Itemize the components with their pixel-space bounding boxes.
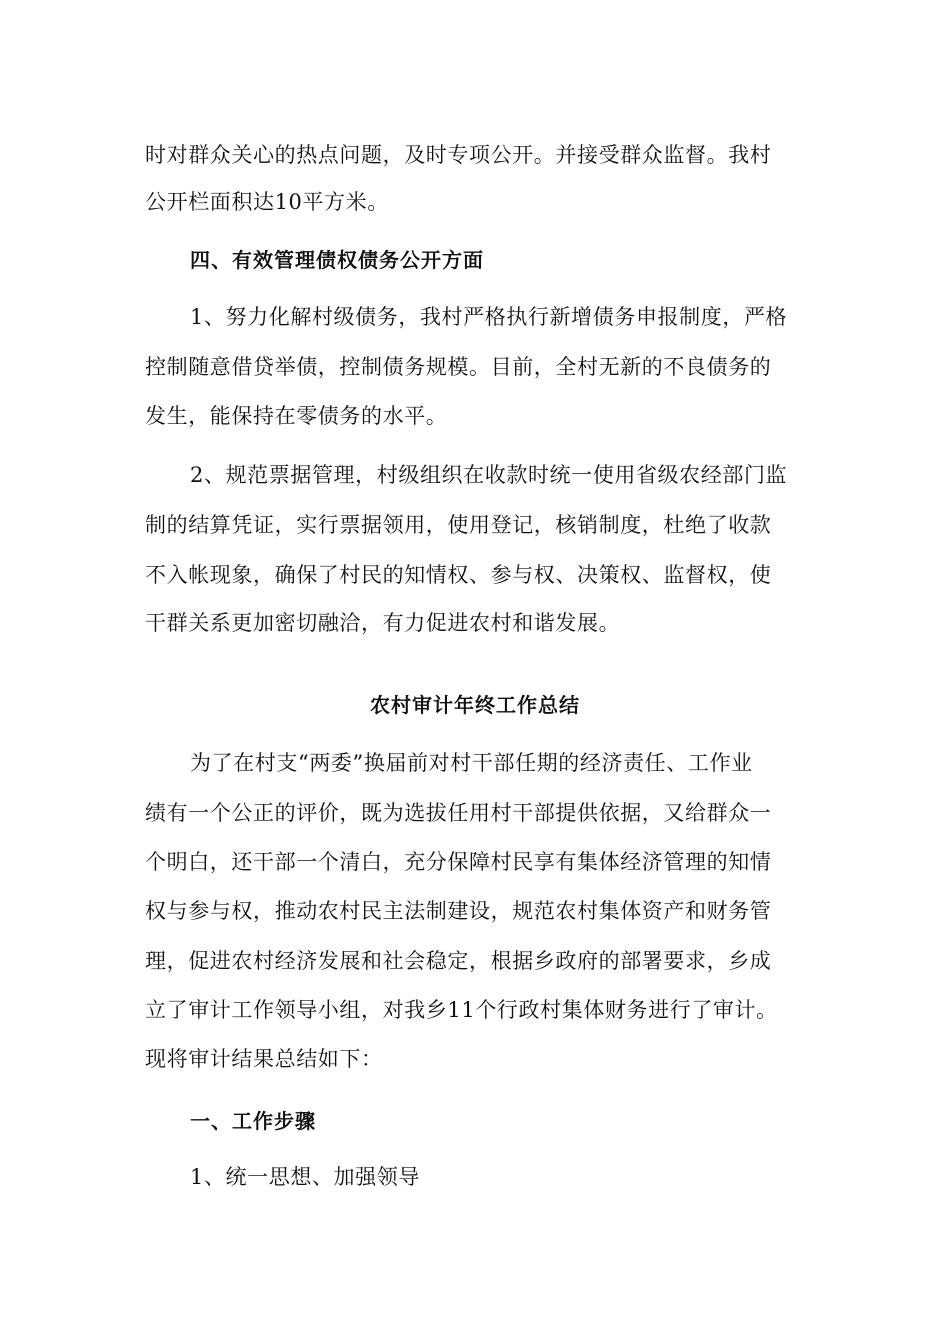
paragraph-line: 立了审计工作领导小组，对我乡11个行政村集体财务进行了审计。	[145, 998, 778, 1022]
paragraph-line: 发生，能保持在零债务的水平。	[145, 404, 448, 428]
paragraph-line: 为了在村支“两委”换届前对村干部任期的经济责任、工作业	[190, 751, 753, 775]
section-heading: 四、有效管理债权债务公开方面	[190, 248, 484, 272]
paragraph-line: 权与参与权，推动农村民主法制建设，规范农村集体资产和财务管	[145, 899, 772, 923]
paragraph-line: 个明白，还干部一个清白，充分保障村民享有集体经济管理的知情	[145, 850, 772, 874]
paragraph-line: 不入帐现象，确保了村民的知情权、参与权、决策权、监督权，使	[145, 563, 772, 587]
paragraph-line: 干群关系更加密切融洽，有力促进农村和谐发展。	[145, 611, 621, 635]
paragraph-line: 控制随意借贷举债，控制债务规模。目前，全村无新的不良债务的	[145, 355, 772, 379]
paragraph-line: 时对群众关心的热点问题，及时专项公开。并接受群众监督。我村	[145, 143, 772, 167]
paragraph-line: 1、统一思想、加强领导	[190, 1165, 420, 1189]
paragraph-line: 制的结算凭证，实行票据领用，使用登记，核销制度，杜绝了收款	[145, 513, 772, 537]
document-title: 农村审计年终工作总结	[370, 693, 580, 717]
paragraph-line: 2、规范票据管理，村级组织在收款时统一使用省级农经部门监	[190, 463, 788, 487]
paragraph-line: 绩有一个公正的评价，既为选拔任用村干部提供依据，又给群众一	[145, 801, 772, 825]
paragraph-line: 理，促进农村经济发展和社会稳定，根据乡政府的部署要求，乡成	[145, 949, 772, 973]
section-heading: 一、工作步骤	[190, 1109, 316, 1133]
paragraph-line: 1、努力化解村级债务，我村严格执行新增债务申报制度，严格	[190, 305, 788, 329]
paragraph-line: 现将审计结果总结如下：	[145, 1047, 383, 1071]
paragraph-line: 公开栏面积达10平方米。	[145, 190, 389, 214]
